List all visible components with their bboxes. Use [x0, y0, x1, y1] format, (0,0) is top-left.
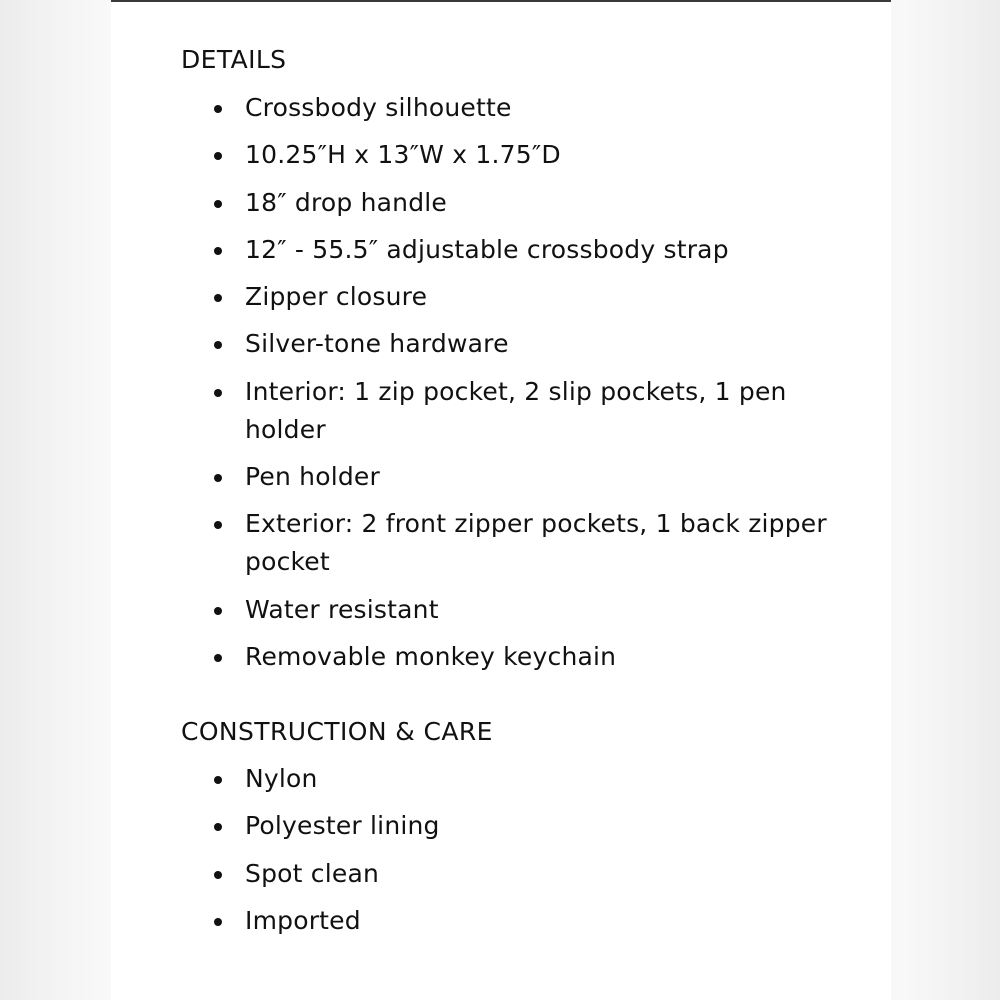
bullet-dot — [214, 294, 222, 302]
details-item — [111, 505, 891, 581]
details-item — [111, 89, 891, 127]
details-item-text: Removable monkey keychain — [245, 641, 617, 671]
details-item — [111, 591, 891, 629]
background-right — [889, 0, 1000, 1000]
details-item-text: Interior: 1 zip pocket, 2 slip pockets, 1 pen holder — [245, 376, 787, 444]
bullet-dot — [214, 654, 222, 662]
details-heading: DETAILS — [181, 45, 287, 74]
bullet-dot — [214, 152, 222, 160]
construction-item — [111, 855, 891, 893]
bullet-dot — [214, 474, 222, 482]
bullet-dot — [214, 341, 222, 349]
construction-item-text: Polyester lining — [245, 811, 440, 841]
bullet-dot — [214, 389, 222, 397]
product-details-card — [111, 0, 891, 1000]
bullet-dot — [214, 247, 222, 255]
details-item — [111, 231, 891, 269]
bullet-dot — [214, 607, 222, 615]
details-item — [111, 458, 891, 496]
bullet-dot — [214, 918, 222, 926]
details-item-text: Zipper closure — [245, 282, 428, 312]
construction-item-text: Spot clean — [245, 858, 380, 888]
details-item-text: Water resistant — [245, 594, 439, 624]
bullet-dot — [214, 823, 222, 831]
details-item-text: Exterior: 2 front zipper pockets, 1 back zipper pocket — [245, 509, 827, 577]
details-item-text: 18″ drop handle — [245, 187, 448, 217]
construction-item — [111, 902, 891, 940]
details-item — [111, 638, 891, 676]
construction-item — [111, 807, 891, 845]
details-item — [111, 136, 891, 174]
construction-item-text: Nylon — [245, 764, 318, 793]
bullet-dot — [214, 871, 222, 879]
details-item — [111, 325, 891, 363]
details-item-text: Silver-tone hardware — [245, 329, 509, 359]
details-list — [111, 89, 891, 685]
bullet-dot — [214, 521, 222, 529]
details-item — [111, 373, 891, 449]
construction-heading: CONSTRUCTION & CARE — [181, 717, 493, 746]
details-item-text: Crossbody silhouette — [245, 93, 512, 122]
bullet-dot — [214, 200, 222, 208]
details-item-text: 12″ - 55.5″ adjustable crossbody strap — [245, 234, 729, 264]
bullet-dot — [214, 776, 222, 784]
construction-list — [111, 760, 891, 949]
construction-item-text: Imported — [245, 905, 361, 935]
construction-item — [111, 760, 891, 798]
details-item — [111, 184, 891, 222]
background-left — [0, 0, 111, 1000]
details-item-text: Pen holder — [245, 462, 380, 492]
details-item-text: 10.25″H x 13″W x 1.75″D — [245, 140, 561, 170]
bullet-dot — [214, 105, 222, 113]
details-item — [111, 278, 891, 316]
